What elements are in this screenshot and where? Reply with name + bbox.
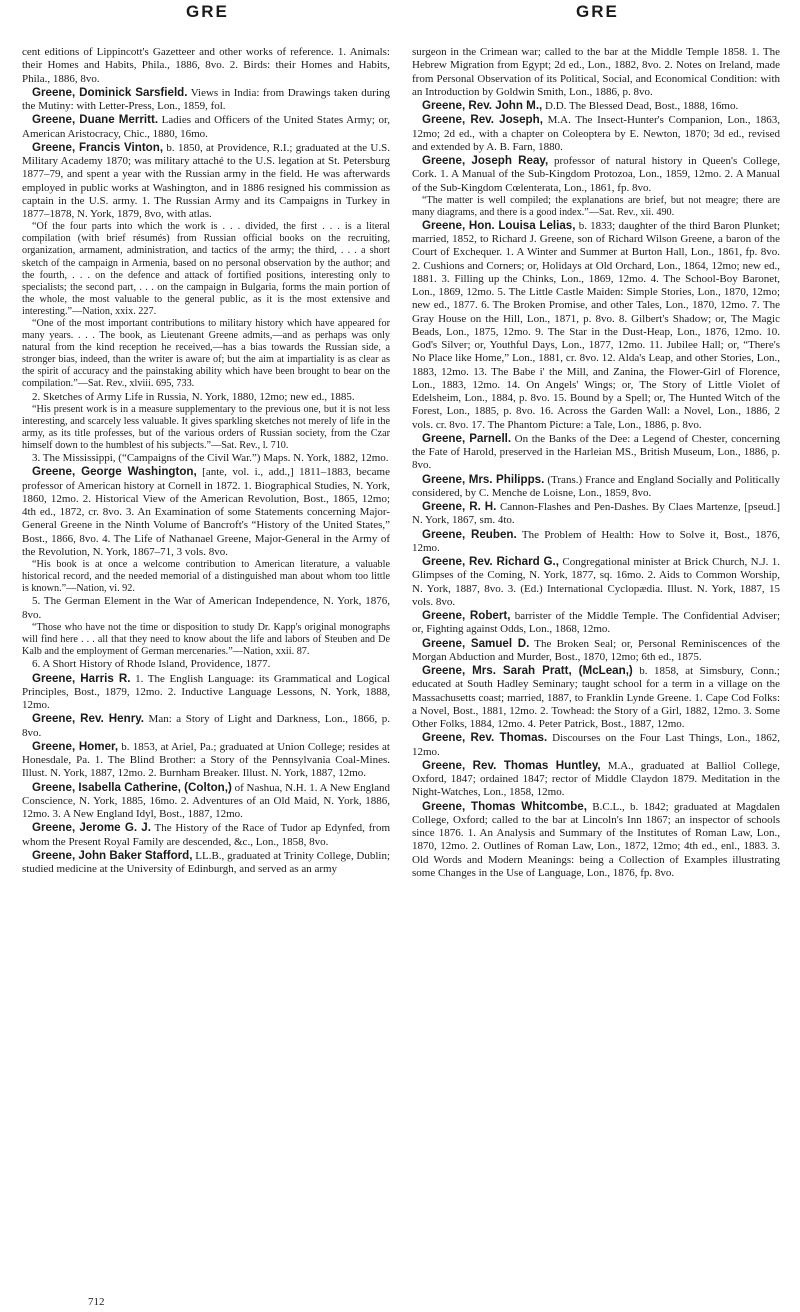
entry-name: Greene, Hon. Louisa Lelias, [422,218,576,232]
entry-text: The History of the Race of Tudor ap Edynfed, from whom the Present Royal Family are descended, &c., Lon., 1858, 8vo. [22,822,391,848]
header-left: GRE [186,2,229,21]
entry-text: barrister of the Middle Temple. The Confidential Adviser; or, Fighting against Odds, Lon., 1868, 12mo. [412,610,780,636]
biographical-entry [22,86,390,114]
entry-name: Greene, Rev. Joseph, [422,113,543,127]
entry-text: b. 1833; daughter of the third Baron Plunket; married, 1852, to Richard J. Greene, son of Richard Wilson Greene, a baron of the Court of Exchequer. 1. A Winter and Summer at Burton Hall, Lon., 1861, fp. 8vo. 2. Cushions and Corners; or, Holidays at Old Orchard, Lon., 1864, 12mo; new ed., 1881. 3. Filling up the Chinks, Lon., 1869, 12mo. 4. The School-Boy Baronet, Lon., 1869, 12mo. 5. The Little Castle Maiden: Simple Stories, Lon., 1870, 12mo; new ed., 1877. 6. The Broken Promise, and other Tales, Lon., 1870, 12mo. 7. The Gray House on the Hill, Lon., 1871, p. 8vo. 8. Gilbert's Shadow; or, The Magic Beads, Lon., 1875, 12mo. 9. The Star in the Dust-Heap, Lon., 1876, 12mo. 10. God's Silver; or, Youthful Days, Lon., 1877, 12mo. 11. Jubilee Hall; or, “There's No Place like Home,” Lon., 1881, cr. 8vo. 12. Alda's Leap, and other Stories, Lon., 1883, 12mo. 13. The Babe i' the Mill, and Zanina, the Flower-Girl of Florence, Lon., 1883, 12mo. 14. On Angels' Wings; or, The Story of Little Violet of Edelsheim, Lon., 1884, p. 8vo. 15. Bound by a Spell; or, The Hunted Witch of the Forest, Lon., 1885, p. 8vo. 16. Across the Garden Wall: a Novel, Lon., 1886, 2 vols. cr. 8vo. 17. The Phantom Picture: a Tale, Lon., 1886, p. 8vo. [412,219,780,431]
biographical-entry [22,465,390,559]
entry-continuation: 2. Sketches of Army Life in Russia, N. York, 1880, 12mo; new ed., 1885. [32,390,355,403]
biographical-entry [22,781,390,822]
entry-name: Greene, Harris R. [32,671,131,685]
entry-name: Greene, Jerome G. J. [32,821,151,835]
entry-continuation: 3. The Mississippi, (“Campaigns of the Civil War.”) Maps. N. York, 1882, 12mo. [32,452,389,465]
entry-text: professor of natural history in Queen's College, Cork. 1. A Manual of the Sub-Kingdom Protozoa, Lon., 1859, 12mo. 2. A Manual of the Sub-Kingdom Cœlenterata, Lon., 1861, fp. 8vo. [412,155,780,194]
biographical-entry [22,712,390,740]
biographical-entry [412,637,780,665]
entry-text: B.C.L., b. 1842; graduated at Magdalen College, Oxford; called to the bar at Lincoln's Inn 1867; an inspector of schools since 1876. 1. An Analysis and Summary of the Institutes of Roman Law, Lon., 1870, 12mo. 2. Outlines of Roman Law, Lon., 1872, 12mo; 4th ed., enl., 1883. 3. Old Words and Modern Meanings: being a Collection of Examples illustrating some Changes in the Use of Language, Lon., 1876, fp. 8vo. [412,800,780,879]
entry-name: Greene, George Washington, [32,465,197,479]
biographical-entry [412,800,780,881]
entry-name: Greene, John Baker Stafford, [32,848,193,862]
entry-text: M.A. The Insect-Hunter's Companion, Lon., 1863, 12mo; 2d ed., with a chapter on Coleoptera by E. Newton, 1870; 3d ed., revised and extended by A. B. Farn, 1880. [412,114,780,153]
review-quote: “One of the most important contributions to military history which have appeared for many years. . . . The book, as Lieutenant Greene admits,—and as perhaps was only natural from the kind reception he received,—has a bias towards the Russian side, a stronger bias, indeed, than the writer is aware of; but the aim at impartiality is as clear as the spirit of accuracy and the painstaking ability which have been brought to bear on the compilation.”—Sat. Rev., xlviii. 695, 733. [22,318,390,390]
entry-name: Greene, Rev. John M., [422,99,543,112]
entry-name: Greene, Samuel D. [422,636,530,650]
biographical-entry [22,849,390,877]
entry-text: The Problem of Health: How to Solve it, Bost., 1876, 12mo. [412,528,780,554]
entry-continuation: 6. A Short History of Rhode Island, Providence, 1877. [32,658,271,671]
review-quote: “Those who have not the time or disposition to study Dr. Kapp's original monographs will find here . . . all that they need to know about the life and labors of Steuben and De Kalb and the employment of German mercenaries.”—Nation, xxii. 87. [22,621,390,658]
entry-name: Greene, Homer, [32,739,119,753]
entry-name: Greene, Isabella Catherine, (Colton,) [32,780,232,794]
entry-name: Greene, Rev. Thomas. [422,731,548,745]
entry-text: Views in India: from Drawings taken during the Mutiny: with Letter-Press, Lon., 1859, fol. [22,86,391,112]
entry-text: Congregational minister at Brick Church, N.J. 1. Glimpses of the Coming, N. York, 1877, sq. 16mo. 2. Aids to Common Worship, N. York, 1887, 8vo. 3. (Ed.) International Cyclopædia. Illust. N. York, 1887, 15 vols. 8vo. [412,556,780,608]
entry-name: Greene, Francis Vinton, [32,140,164,154]
entry-text: M.A., graduated at Balliol College, Oxford, 1847; ordained 1847; rector of Middle Claydon 1879. Meditation in the Night-Watches, Lon., 1858, 12mo. [412,759,781,799]
right-column [412,46,780,880]
review-quote: “His book is at once a welcome contribution to American literature, a valuable historical record, and the needed memorial of a distinguished man about whom too little is known.”—Nation, vi. 92. [22,559,390,595]
biographical-entry [412,432,780,473]
biographical-entry [412,555,780,609]
entry-name: Greene, Reuben. [422,527,517,541]
entry-text: [ante, vol. i., add.,] 1811–1883, became professor of American history at Cornell in 1872. 1. Biographical Studies, N. York, 1860, 12mo. 2. Historical View of the American Revolution, Bost., 1865, 12mo; 4th ed., 1872, cr. 8vo. 3. An Examination of some Statements concerning Major-General Greene in the Ninth Volume of Bancroft's “History of the United States,” Bost., 1866, 8vo. 4. The Life of Nathanael Greene, Major-General in the Army of the Revolution, N. York, 1867–71, 3 vols. 8vo. [22,466,390,558]
biographical-entry [22,141,390,222]
biographical-entry [412,113,780,154]
entry-text: b. 1850, at Providence, R.I.; graduated at the U.S. Military Academy 1870; was military attaché to the U.S. legation at St. Petersburg 1877–79, and spent a year with the Russian army in the field. He was afterwards employed in public works at Washington, and in 1886 resigned his commission as captain in the U.S. army. 1. The Russian Army and its Campaigns in Turkey in 1877–1878, N. York, 1879, 8vo, with atlas. [22,141,390,220]
entry-text: D.D. The Blessed Dead, Bost., 1888, 16mo. [542,100,739,112]
entry-text: The Broken Seal; or, Personal Reminiscences of the Morgan Abduction and Murder, Bost., 1870, 12mo; 6th ed., 1875. [412,637,781,663]
entry-text: (Trans.) France and England Socially and Politically considered, by C. Menche de Loisne, Lon., 1859, 8vo. [412,473,780,499]
entry-name: Greene, Rev. Thomas Huntley, [422,758,601,772]
carried-over-text: surgeon in the Crimean war; called to the bar at the Middle Temple 1858. 1. The Hebrew Migration from Egypt; 2d ed., Lon., 1882, 8vo. 2. Notes on Ireland, made from Personal Observation of its Political, Social, and Economical Condition: with an Introduction by Goldwin Smith, Lon., 1886, p. 8vo. [412,46,780,98]
biographical-entry [412,99,780,113]
biographical-entry [412,500,780,528]
entry-name: Greene, Mrs. Philipps. [422,472,545,486]
review-quote: “The matter is well compiled; the explanations are brief, but not meagre; there are many diagrams, and there is a good index.”—Sat. Rev., xii. 490. [412,194,780,218]
review-quote: “Of the four parts into which the work is . . . divided, the first . . . is a literal compilation (with brief résumés) from Russian official books on the recruiting, organization, armament, administration, and tactics of the army; the third, . . . a short sketch of the campaign in Armenia, based on no personal observation by the author; and the fourth, . . . on the defence and attack of fortified positions, interesting only to specialists; the second part, . . . on the campaign in Bulgaria, forms the main portion of the whole, the most valuable to the general public, as it is the most extensive and interesting.”—Nation, xxix. 227. [22,221,390,317]
entry-name: Greene, R. H. [422,500,497,514]
biographical-entry [412,528,780,556]
entry-continuation: 5. The German Element in the War of American Independence, N. York, 1876, 8vo. [22,595,390,621]
biographical-entry [412,759,780,800]
carried-over-text: cent editions of Lippincott's Gazetteer and other works of reference. 1. Animals: their Homes and Habits, Phila., 1886, 8vo. 2. Birds: their Homes and Habits, Phila., 1886, 8vo. [22,46,390,85]
entry-text: On the Banks of the Dee: a Legend of Chester, concerning the Fate of Harold, preserved in the Harleian MS., British Museum, Lon., 1886, p. 8vo. [412,432,780,472]
entry-text: b. 1858, at Simsbury, Conn.; educated at South Hadley Seminary; taught school for a term in a village on the Massachusetts coast; married, 1887, to Franklin Lynde Greene. 1. Cape Cod Folks: a Novel, Bost., 1881, 12mo. 2. Towhead: the Story of a Girl, 1882, 12mo. 3. Some Other Folks, 1884, 12mo. 4. Peter Patrick, Bost., 1887, 12mo. [412,665,780,731]
biographical-entry [22,113,390,141]
page-number: 712 [88,1296,105,1308]
biographical-entry [412,154,780,195]
biographical-entry [22,821,390,849]
biographical-entry [22,672,390,713]
entry-text: Cannon-Flashes and Pen-Dashes. By Claes Martenze, [pseud.] N. York, 1867, sm. 4to. [412,501,780,527]
entry-text: Discourses on the Four Last Things, Lon., 1862, 12mo. [412,732,780,758]
entry-name: Greene, Duane Merritt. [32,113,159,127]
entry-text: LL.B., graduated at Trinity College, Dublin; studied medicine at the University of Edinburgh, and served as an army [22,849,391,875]
biographical-entry [412,664,780,731]
left-column [22,46,390,876]
entry-text: b. 1853, at Ariel, Pa.; graduated at Union College; resides at Honesdale, Pa. 1. The Blind Brother: a Story of the Pennsylvania Coal-Mines. Illust. N. York, 1887, 12mo. 2. Burnham Breaker. Illust. N. York, 1887, 12mo. [22,740,390,780]
entry-text: of Nashua, N.H. 1. A New England Conscience, N. York, 1885, 16mo. 2. Adventures of an Old Maid, N. York, 1886, 12mo. 3. A New England Idyl, Bost., 1887, 12mo. [22,781,391,820]
biographical-entry [412,609,780,637]
entry-text: 1. The English Language: its Grammatical and Logical Principles, Bost., 1879, 12mo. 2. Inductive Language Lessons, N. York, 1888, 12mo. [22,672,390,711]
entry-name: Greene, Dominick Sarsfield. [32,85,188,99]
entry-name: Greene, Parnell. [422,431,512,445]
entry-text: Ladies and Officers of the United States Army; or, American Aristocracy, Chic., 1880, 16mo. [22,114,390,140]
header-right: GRE [576,2,619,21]
biographical-entry [22,740,390,781]
entry-name: Greene, Rev. Richard G., [422,555,559,569]
entry-name: Greene, Robert, [422,609,511,623]
biographical-entry [412,731,780,759]
entry-name: Greene, Rev. Henry. [32,712,145,726]
entry-name: Greene, Thomas Whitcombe, [422,799,587,813]
review-quote: “His present work is in a measure supplementary to the previous one, but it is not less interesting, and scarcely less valuable. It gives sparkling sketches not merely of life in the army, as its title professes, but of the various orders of Russian society, from the Czar himself down to the humblest of his subjects.”—Sat. Rev., l. 710. [22,403,390,452]
entry-name: Greene, Mrs. Sarah Pratt, (McLean,) [422,664,633,678]
biographical-entry [412,219,780,432]
running-header [0,2,800,28]
entry-name: Greene, Joseph Reay, [422,154,549,167]
biographical-entry [412,473,780,501]
entry-text: Man: a Story of Light and Darkness, Lon., 1866, p. 8vo. [22,713,390,739]
